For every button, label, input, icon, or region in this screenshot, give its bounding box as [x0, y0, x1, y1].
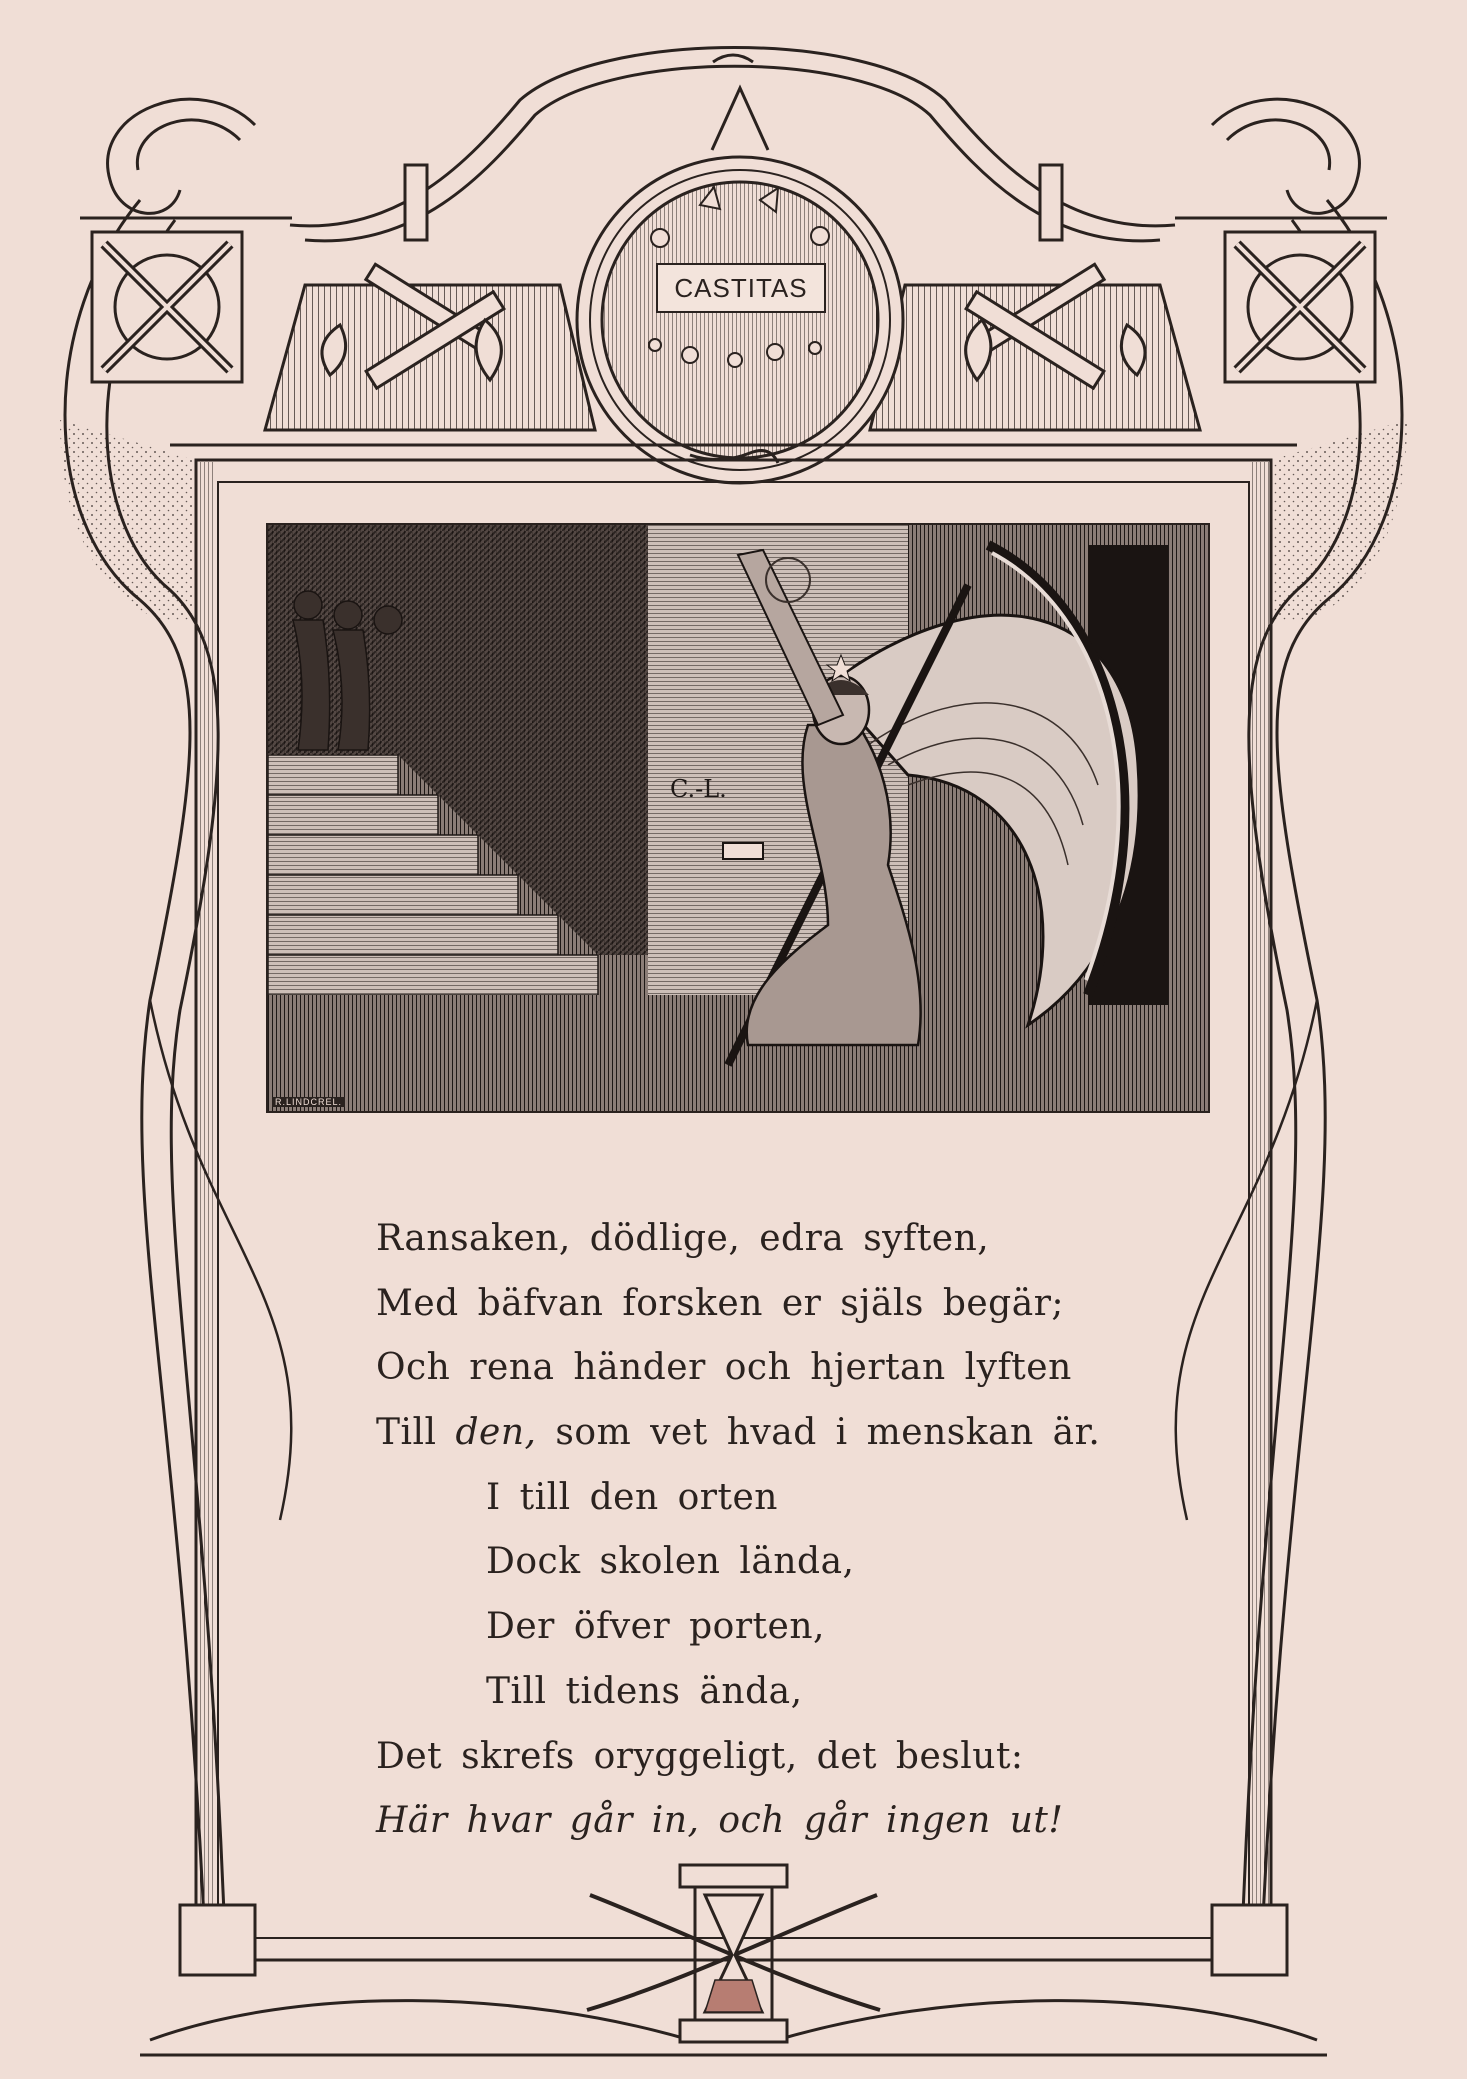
engraving-scene	[268, 525, 1208, 1111]
poem-line-9: Det skrefs oryggeligt, det beslut:	[376, 1735, 1024, 1777]
poem-line-4-emphasis: den,	[455, 1412, 537, 1454]
poem-line-7: Der öfver porten,	[486, 1606, 825, 1648]
engraver-signature: R.LINDCREL.	[272, 1097, 345, 1107]
wall-inscription: C.-L.	[670, 775, 727, 803]
poem-line-4-start: Till	[376, 1412, 456, 1454]
poem-line-2: Med bäfvan forsken er själs begär;	[376, 1282, 1065, 1324]
engraving-illustration	[266, 523, 1210, 1113]
poem-line-3: Och rena händer och hjertan lyften	[376, 1347, 1072, 1389]
poem-line-1: Ransaken, dödlige, edra syften,	[376, 1218, 990, 1259]
poem-line-8: Till tidens ända,	[486, 1670, 803, 1712]
poem-line-4	[376, 1401, 1136, 1466]
poem-line-10-text: Här hvar går in, och går ingen ut!	[376, 1800, 1064, 1842]
poem-line-4-end: som vet hvad i menskan är.	[536, 1412, 1101, 1454]
medallion-banner-label: CASTITAS	[656, 263, 826, 313]
poem-line-5: I till den orten	[486, 1476, 778, 1518]
poem-text	[376, 1207, 1136, 1854]
poem-line-6: Dock skolen lända,	[486, 1541, 855, 1583]
poem-line-10	[376, 1789, 1136, 1854]
